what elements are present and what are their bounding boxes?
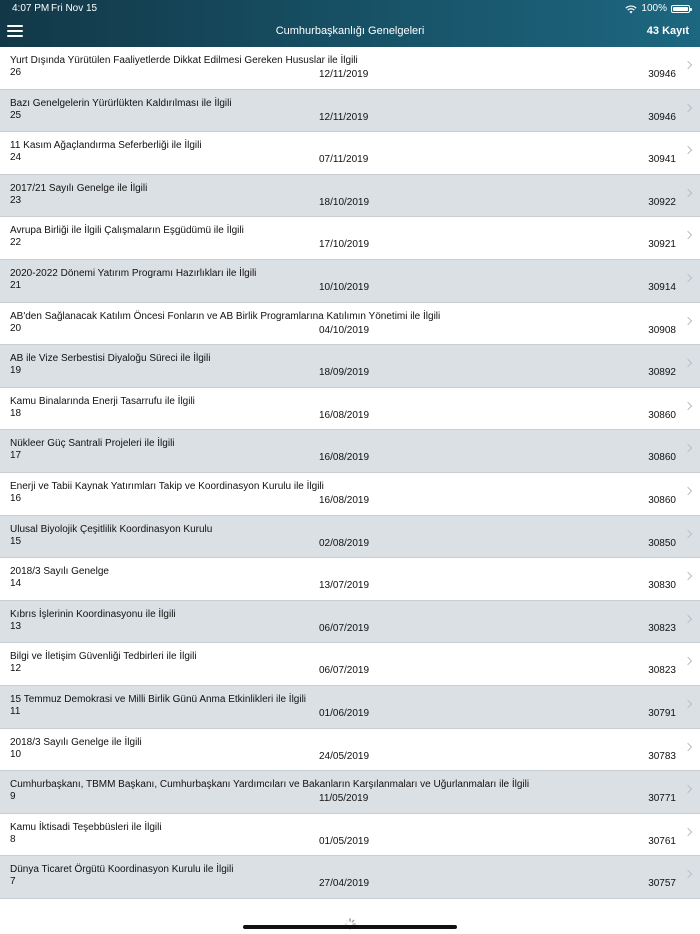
gazette-number: 30783 — [648, 750, 676, 762]
circular-number: 24 — [10, 152, 22, 164]
list-item[interactable] — [0, 558, 700, 601]
chevron-right-icon — [684, 402, 692, 410]
circular-date: 16/08/2019 — [319, 409, 370, 421]
gazette-number: 30771 — [648, 793, 676, 805]
circular-number: 13 — [10, 620, 22, 632]
chevron-right-icon — [684, 444, 692, 452]
circular-date: 02/08/2019 — [319, 537, 370, 549]
circular-title: Yurt Dışında Yürütülen Faaliyetlerde Dikkat Edilmesi Gereken Hususlar ile İlgili — [10, 55, 358, 66]
gazette-number: 30914 — [648, 281, 676, 293]
circular-title: Avrupa Birliği ile İlgili Çalışmaların Eşgüdümü ile İlgili — [10, 225, 244, 237]
circular-date: 27/04/2019 — [319, 878, 370, 890]
chevron-right-icon — [684, 274, 692, 282]
chevron-right-icon — [684, 189, 692, 197]
list-item[interactable] — [0, 686, 700, 729]
circular-date: 11/05/2019 — [319, 793, 369, 805]
gazette-number: 30922 — [648, 196, 676, 208]
circular-number: 10 — [10, 748, 22, 760]
circular-number: 15 — [10, 535, 22, 547]
circular-title: Nükleer Güç Santrali Projeleri ile İlgili — [10, 438, 175, 450]
list-item[interactable] — [0, 303, 700, 346]
circular-title: 2018/3 Sayılı Genelge ile İlgili — [10, 736, 142, 748]
circular-number: 20 — [10, 322, 22, 334]
circular-list — [0, 47, 700, 899]
circular-title: 2020-2022 Dönemi Yatırım Programı Hazırlıkları ile İlgili — [10, 267, 257, 279]
chevron-right-icon — [684, 742, 692, 750]
wifi-icon — [625, 5, 637, 14]
circular-title: AB'den Sağlanacak Katılım Öncesi Fonların ve AB Birlik Programlarına Katılımın Yönetimi ile İlgili — [10, 310, 441, 322]
list-item[interactable] — [0, 217, 700, 260]
list-item[interactable] — [0, 771, 700, 814]
chevron-right-icon — [684, 529, 692, 537]
list-item[interactable] — [0, 132, 700, 175]
chevron-right-icon — [684, 870, 692, 878]
circular-title: Kıbrıs İşlerinin Koordinasyonu ile İlgili — [10, 608, 176, 620]
gazette-number: 30761 — [648, 835, 676, 847]
list-item[interactable] — [0, 601, 700, 644]
circular-date: 17/10/2019 — [319, 239, 370, 251]
status-right-group — [625, 0, 690, 18]
gazette-number: 30757 — [648, 878, 676, 890]
circular-title: Bazı Genelgelerin Yürürlükten Kaldırılması ile İlgili — [10, 97, 232, 109]
gazette-number: 30892 — [648, 367, 676, 379]
circular-date: 16/08/2019 — [319, 494, 370, 506]
circular-title: 11 Kasım Ağaçlandırma Seferberliği ile İlgili — [10, 140, 202, 152]
chevron-right-icon — [684, 359, 692, 367]
list-item[interactable] — [0, 430, 700, 473]
circular-date: 12/11/2019 — [319, 111, 369, 123]
circular-title: Bilgi ve İletişim Güvenliği Tedbirleri ile İlgili — [10, 651, 197, 663]
circular-date: 04/10/2019 — [319, 324, 370, 336]
list-item[interactable] — [0, 729, 700, 772]
circular-date: 16/08/2019 — [319, 452, 370, 464]
circular-date: 12/11/2019 — [319, 69, 369, 80]
list-item[interactable] — [0, 90, 700, 133]
circular-number: 21 — [10, 279, 22, 291]
gazette-number: 30946 — [648, 69, 676, 80]
circular-number: 26 — [10, 67, 22, 78]
circular-date: 06/07/2019 — [319, 665, 370, 677]
chevron-right-icon — [684, 614, 692, 622]
circular-number: 7 — [10, 876, 16, 888]
chevron-right-icon — [684, 231, 692, 239]
circular-title: 2017/21 Sayılı Genelge ile İlgili — [10, 182, 148, 194]
circular-number: 17 — [10, 450, 22, 462]
circular-number: 25 — [10, 109, 22, 121]
circular-title: Enerji ve Tabii Kaynak Yatırımları Takip ve Koordinasyon Kurulu ile İlgili — [10, 480, 324, 492]
record-count: 43 Kayıt — [646, 25, 689, 37]
page-title: Cumhurbaşkanlığı Genelgeleri — [275, 25, 425, 37]
list-item[interactable] — [0, 516, 700, 559]
circular-number: 8 — [10, 833, 16, 845]
circular-date: 07/11/2019 — [319, 154, 369, 166]
nav-bar — [0, 18, 700, 47]
gazette-number: 30921 — [648, 239, 676, 251]
chevron-right-icon — [684, 572, 692, 580]
list-item[interactable] — [0, 260, 700, 303]
gazette-number: 30860 — [648, 409, 676, 421]
circular-number: 23 — [10, 194, 22, 206]
circular-number: 12 — [10, 663, 22, 675]
status-date: Fri Nov 15 — [51, 3, 98, 14]
status-time: 4:07 PM — [12, 3, 50, 14]
list-item[interactable] — [0, 47, 700, 90]
gazette-number: 30830 — [648, 580, 676, 592]
gazette-number: 30860 — [648, 494, 676, 506]
circular-title: Kamu Binalarında Enerji Tasarrufu ile İlgili — [10, 395, 195, 407]
battery-percent: 100% — [641, 3, 667, 14]
gazette-number: 30823 — [648, 622, 676, 634]
circular-date: 10/10/2019 — [319, 281, 370, 293]
circular-date: 06/07/2019 — [319, 622, 370, 634]
list-item[interactable] — [0, 856, 700, 899]
list-item[interactable] — [0, 175, 700, 218]
circular-number: 18 — [10, 407, 22, 419]
list-item[interactable] — [0, 388, 700, 431]
status-bar — [0, 0, 700, 18]
chevron-right-icon — [684, 146, 692, 154]
chevron-right-icon — [684, 827, 692, 835]
app-header — [0, 0, 700, 47]
gazette-number: 30850 — [648, 537, 676, 549]
gazette-number: 30908 — [648, 324, 676, 336]
circular-title: Dünya Ticaret Örgütü Koordinasyon Kurulu ile İlgili — [10, 864, 234, 876]
gazette-number: 30941 — [648, 154, 676, 166]
home-indicator[interactable] — [243, 925, 457, 929]
circular-number: 9 — [10, 791, 16, 803]
circular-date: 24/05/2019 — [319, 750, 370, 762]
circular-title: Kamu İktisadi Teşebbüsleri ile İlgili — [10, 821, 162, 833]
circular-title: 15 Temmuz Demokrasi ve Milli Birlik Günü Anma Etkinlikleri ile İlgili — [10, 693, 307, 705]
chevron-right-icon — [684, 103, 692, 111]
circular-title: 2018/3 Sayılı Genelge — [10, 566, 109, 578]
chevron-right-icon — [684, 657, 692, 665]
gazette-number: 30860 — [648, 452, 676, 464]
circular-number: 14 — [10, 578, 22, 590]
circular-date: 13/07/2019 — [319, 580, 370, 592]
list-item[interactable] — [0, 643, 700, 686]
list-item[interactable] — [0, 345, 700, 388]
list-item[interactable] — [0, 473, 700, 516]
circular-date: 01/06/2019 — [319, 707, 370, 719]
circular-title: Cumhurbaşkanı, TBMM Başkanı, Cumhurbaşkanı Yardımcıları ve Bakanların Karşılanmaları ve Uğurlanmaları ile İlgili — [10, 779, 530, 791]
circular-date: 18/10/2019 — [319, 196, 370, 208]
chevron-right-icon — [684, 785, 692, 793]
gazette-number: 30791 — [648, 707, 676, 719]
circular-number: 16 — [10, 492, 22, 504]
chevron-right-icon — [684, 61, 692, 69]
circular-title: AB ile Vize Serbestisi Diyaloğu Süreci ile İlgili — [10, 353, 211, 365]
chevron-right-icon — [684, 487, 692, 495]
chevron-right-icon — [684, 700, 692, 708]
circular-number: 11 — [10, 705, 21, 717]
circular-date: 18/09/2019 — [319, 367, 370, 379]
gazette-number: 30823 — [648, 665, 676, 677]
circular-title: Ulusal Biyolojik Çeşitlilik Koordinasyon Kurulu — [10, 523, 213, 535]
chevron-right-icon — [684, 316, 692, 324]
circular-number: 22 — [10, 237, 22, 249]
battery-icon — [671, 5, 690, 13]
circular-number: 19 — [10, 365, 22, 377]
gazette-number: 30946 — [648, 111, 676, 123]
circular-date: 01/05/2019 — [319, 835, 370, 847]
list-item[interactable] — [0, 814, 700, 857]
